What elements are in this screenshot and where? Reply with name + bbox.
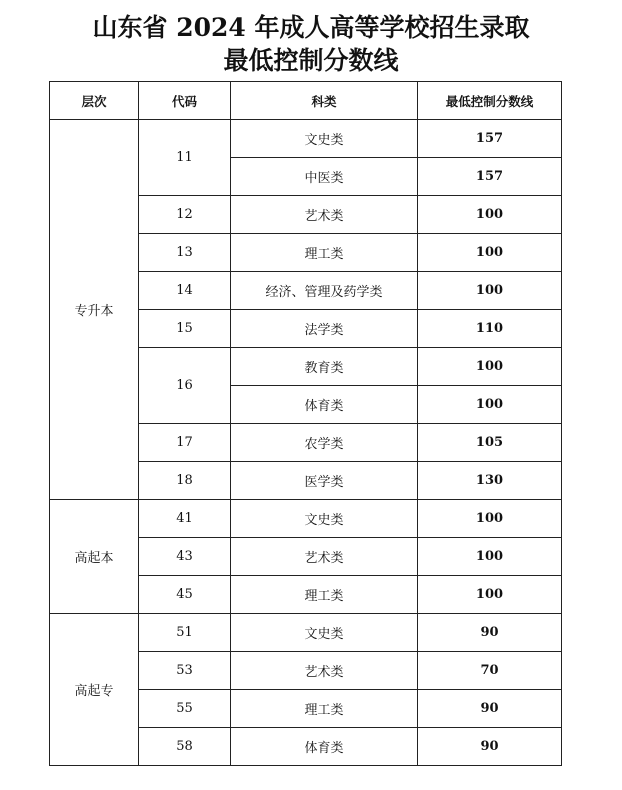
score-cell: 100 [418,500,562,538]
category-cell: 经济、管理及药学类 [231,272,418,310]
code-cell: 12 [139,196,231,234]
page-title: 山东省 2024 年成人高等学校招生录取 [92,13,530,42]
score-table [49,81,562,766]
code-cell: 18 [139,462,231,500]
score-cell: 100 [418,538,562,576]
category-cell: 农学类 [231,424,418,462]
score-cell: 100 [418,234,562,272]
category-cell: 教育类 [231,348,418,386]
score-cell: 90 [418,614,562,652]
level-cell: 高起本 [50,500,139,614]
code-cell: 16 [139,348,231,424]
code-cell: 55 [139,690,231,728]
category-cell: 理工类 [231,690,418,728]
category-cell: 艺术类 [231,652,418,690]
category-cell: 理工类 [231,576,418,614]
score-cell: 90 [418,690,562,728]
table-row [50,120,562,158]
code-cell: 15 [139,310,231,348]
header-category: 科类 [231,82,418,120]
score-cell: 100 [418,386,562,424]
category-cell: 艺术类 [231,196,418,234]
category-cell: 艺术类 [231,538,418,576]
category-cell: 中医类 [231,158,418,196]
score-cell: 130 [418,462,562,500]
code-cell: 11 [139,120,231,196]
header-level: 层次 [50,82,139,120]
category-cell: 体育类 [231,728,418,766]
score-cell: 100 [418,576,562,614]
code-cell: 51 [139,614,231,652]
header-code: 代码 [139,82,231,120]
code-cell: 43 [139,538,231,576]
category-cell: 理工类 [231,234,418,272]
code-cell: 41 [139,500,231,538]
code-cell: 45 [139,576,231,614]
code-cell: 14 [139,272,231,310]
score-cell: 157 [418,120,562,158]
score-cell: 70 [418,652,562,690]
code-cell: 17 [139,424,231,462]
level-cell: 专升本 [50,120,139,500]
code-cell: 58 [139,728,231,766]
score-cell: 100 [418,196,562,234]
code-cell: 13 [139,234,231,272]
score-cell: 110 [418,310,562,348]
score-cell: 105 [418,424,562,462]
table-row [50,614,562,652]
page-subtitle: 最低控制分数线 [223,46,399,75]
code-cell: 53 [139,652,231,690]
category-cell: 文史类 [231,614,418,652]
category-cell: 体育类 [231,386,418,424]
table-header-row [50,82,562,120]
category-cell: 法学类 [231,310,418,348]
level-cell: 高起专 [50,614,139,766]
header-score: 最低控制分数线 [418,82,562,120]
score-cell: 90 [418,728,562,766]
score-cell: 100 [418,348,562,386]
table-row [50,500,562,538]
category-cell: 医学类 [231,462,418,500]
category-cell: 文史类 [231,500,418,538]
score-cell: 157 [418,158,562,196]
score-cell: 100 [418,272,562,310]
category-cell: 文史类 [231,120,418,158]
